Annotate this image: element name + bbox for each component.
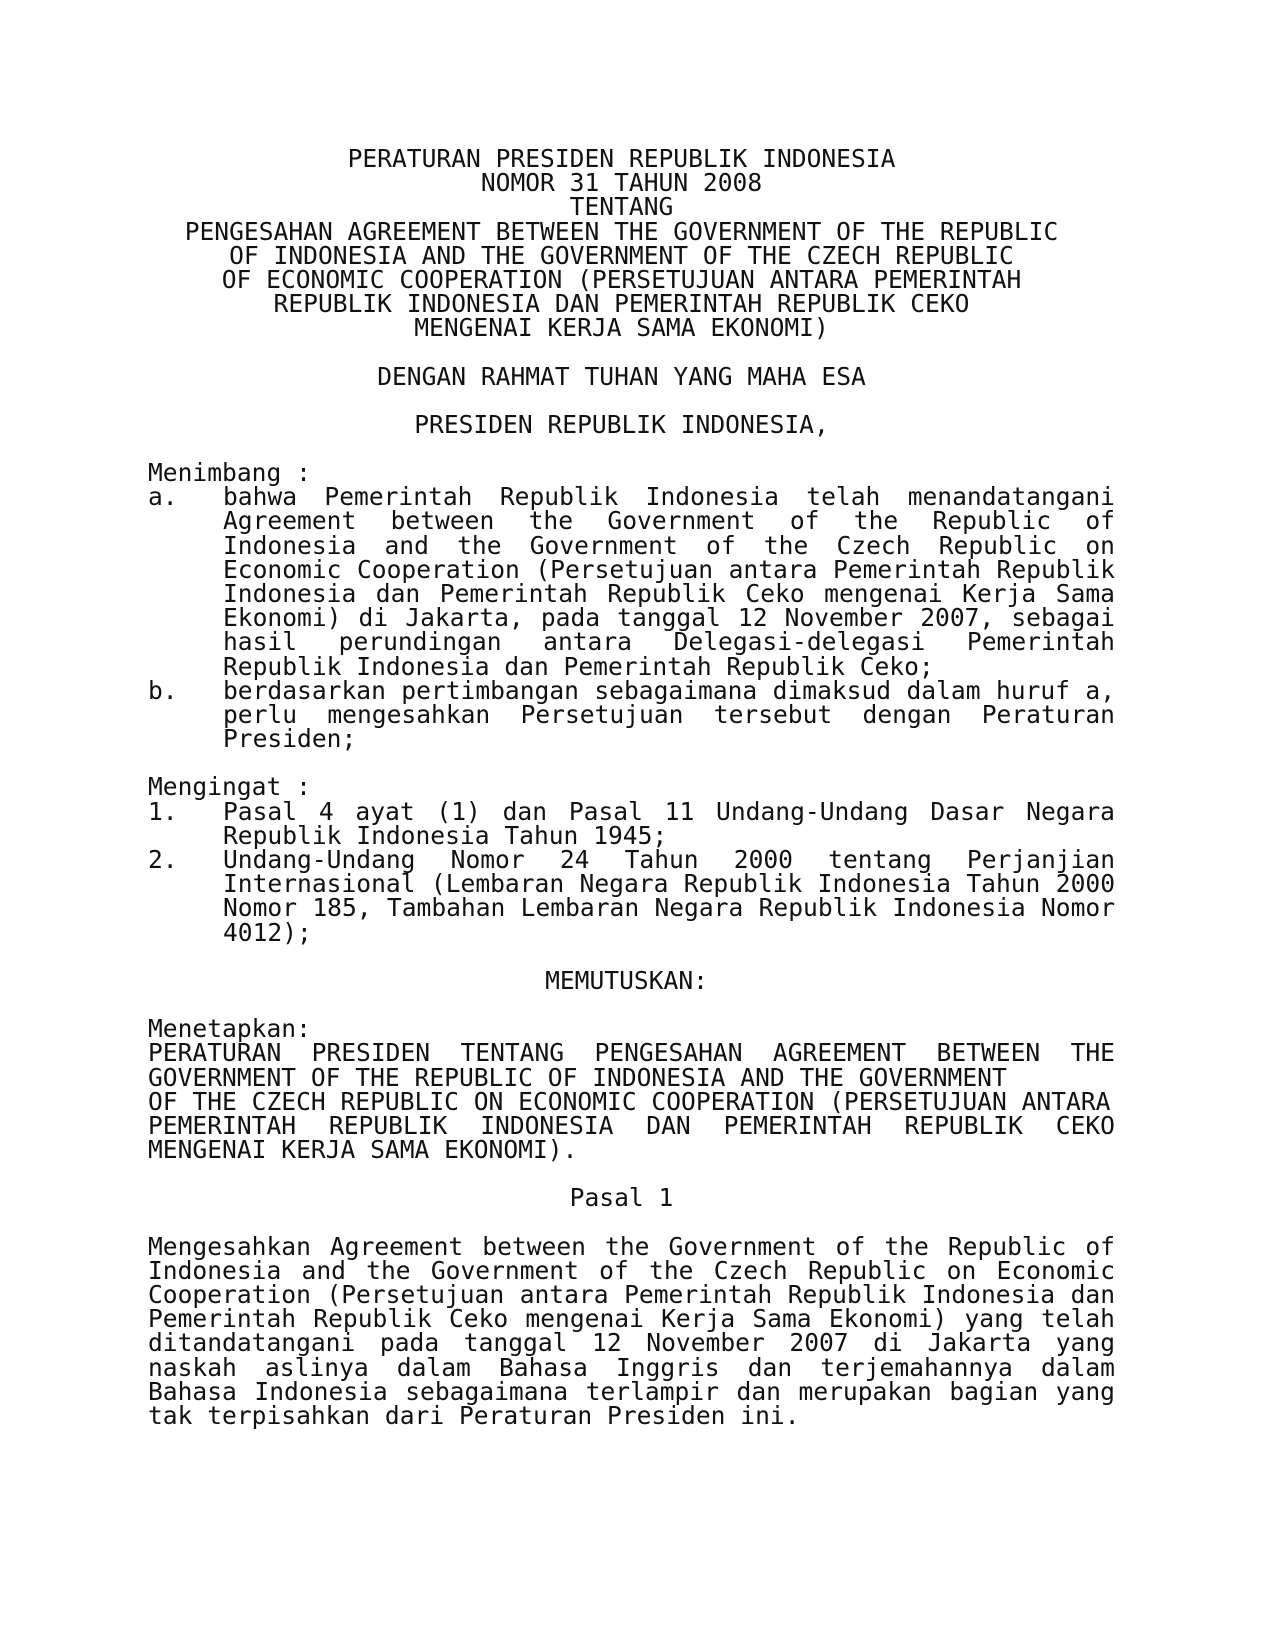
issuer: PRESIDEN REPUBLIK INDONESIA,: [414, 409, 829, 439]
list-text: berdasarkan pertimbangan sebagaimana dimaksud dalam huruf a, perlu mengesahkan Persetujuan tersebut dengan Peraturan Presiden;: [223, 675, 1115, 754]
list-item: [148, 796, 1115, 850]
list-item: [148, 845, 1115, 947]
list-text: bahwa Pemerintah Republik Indonesia telah menandatangani Agreement between the Government of the Republic of Indonesia and the Government of the Czech Republic on Economic Cooperation (Persetujuan antara Pemerintah Republik Indonesia dan Pemerintah Republik Ceko mengenai Kerja Sama Ekonomi) di Jakarta, pada tanggal 12 November 2007, sebagai hasil perundingan antara Delegasi-delegasi Pemerintah Republik Indonesia dan Pemerintah Republik Ceko;: [223, 482, 1115, 681]
menetapkan-line: OF THE CZECH REPUBLIC ON ECONOMIC COOPERATION (PERSETUJUAN ANTARA: [148, 1086, 1111, 1116]
menimbang-section: [148, 458, 1115, 754]
pasal-heading-text: Pasal 1: [569, 1183, 674, 1213]
mengingat-section: [148, 772, 1115, 947]
list-item: [148, 482, 1115, 681]
document-number: NOMOR 31 TAHUN 2008: [480, 168, 763, 198]
pasal-1-text: Mengesahkan Agreement between the Government of the Republic of Indonesia and the Government of the Czech Republic on Economic Cooperation (Persetujuan antara Pemerintah Republik Indonesia dan Pemerintah Republik Ceko mengenai Kerja Sama Ekonomi) yang telah ditandatangani pada tanggal 12 November 2007 di Jakarta yang naskah aslinya dalam Bahasa Inggris dan terjemahannya dalam Bahasa Indonesia sebagaimana terlampir dan merupakan bagian yang tak terpisahkan dari Peraturan Presiden ini.: [148, 1231, 1115, 1430]
subject-line: PENGESAHAN AGREEMENT BETWEEN THE GOVERNMENT OF THE REPUBLIC: [184, 216, 1059, 246]
document-body: [148, 144, 1115, 1430]
list-text: Undang-Undang Nomor 24 Tahun 2000 tentang Perjanjian Internasional (Lembaran Negara Republik Indonesia Tahun 2000 Nomor 185, Tambahan Lembaran Negara Republik Indonesia Nomor 4012);: [223, 845, 1115, 947]
menimbang-label: Menimbang :: [148, 458, 311, 488]
memutuskan-text: MEMUTUSKAN:: [545, 965, 708, 995]
mengingat-label: Mengingat :: [148, 772, 311, 802]
pasal-heading: [138, 1183, 1105, 1213]
document-title: PERATURAN PRESIDEN REPUBLIK INDONESIA: [347, 144, 896, 173]
document-tentang: TENTANG: [569, 192, 674, 222]
subject-line: REPUBLIK INDONESIA DAN PEMERINTAH REPUBLIK CEKO: [273, 289, 970, 319]
menetapkan-line: PEMERINTAH REPUBLIK INDONESIA DAN PEMERINTAH REPUBLIK CEKO: [148, 1110, 1115, 1140]
document-header: [138, 144, 1105, 439]
menetapkan-line: GOVERNMENT OF THE REPUBLIC OF INDONESIA AND THE GOVERNMENT: [148, 1062, 1007, 1092]
list-marker: b.: [148, 675, 178, 705]
menetapkan-section: [148, 1014, 1115, 1165]
subject-line: OF INDONESIA AND THE GOVERNMENT OF THE CZECH REPUBLIC: [229, 240, 1014, 270]
menetapkan-line: PERATURAN PRESIDEN TENTANG PENGESAHAN AGREEMENT BETWEEN THE: [148, 1038, 1115, 1068]
list-item: [148, 675, 1115, 754]
menetapkan-line: MENGENAI KERJA SAMA EKONOMI).: [148, 1135, 578, 1165]
memutuskan-heading: [143, 965, 1110, 995]
list-text: Pasal 4 ayat (1) dan Pasal 11 Undang-Undang Dasar Negara Republik Indonesia Tahun 1945;: [223, 796, 1115, 850]
subject-line: MENGENAI KERJA SAMA EKONOMI): [414, 313, 829, 343]
subject-line: OF ECONOMIC COOPERATION (PERSETUJUAN ANTARA PEMERINTAH: [221, 265, 1022, 295]
invocation: DENGAN RAHMAT TUHAN YANG MAHA ESA: [377, 361, 866, 391]
list-marker: 2.: [148, 845, 178, 875]
list-marker: a.: [148, 482, 178, 512]
list-marker: 1.: [148, 796, 178, 826]
menetapkan-label: Menetapkan:: [148, 1014, 311, 1044]
